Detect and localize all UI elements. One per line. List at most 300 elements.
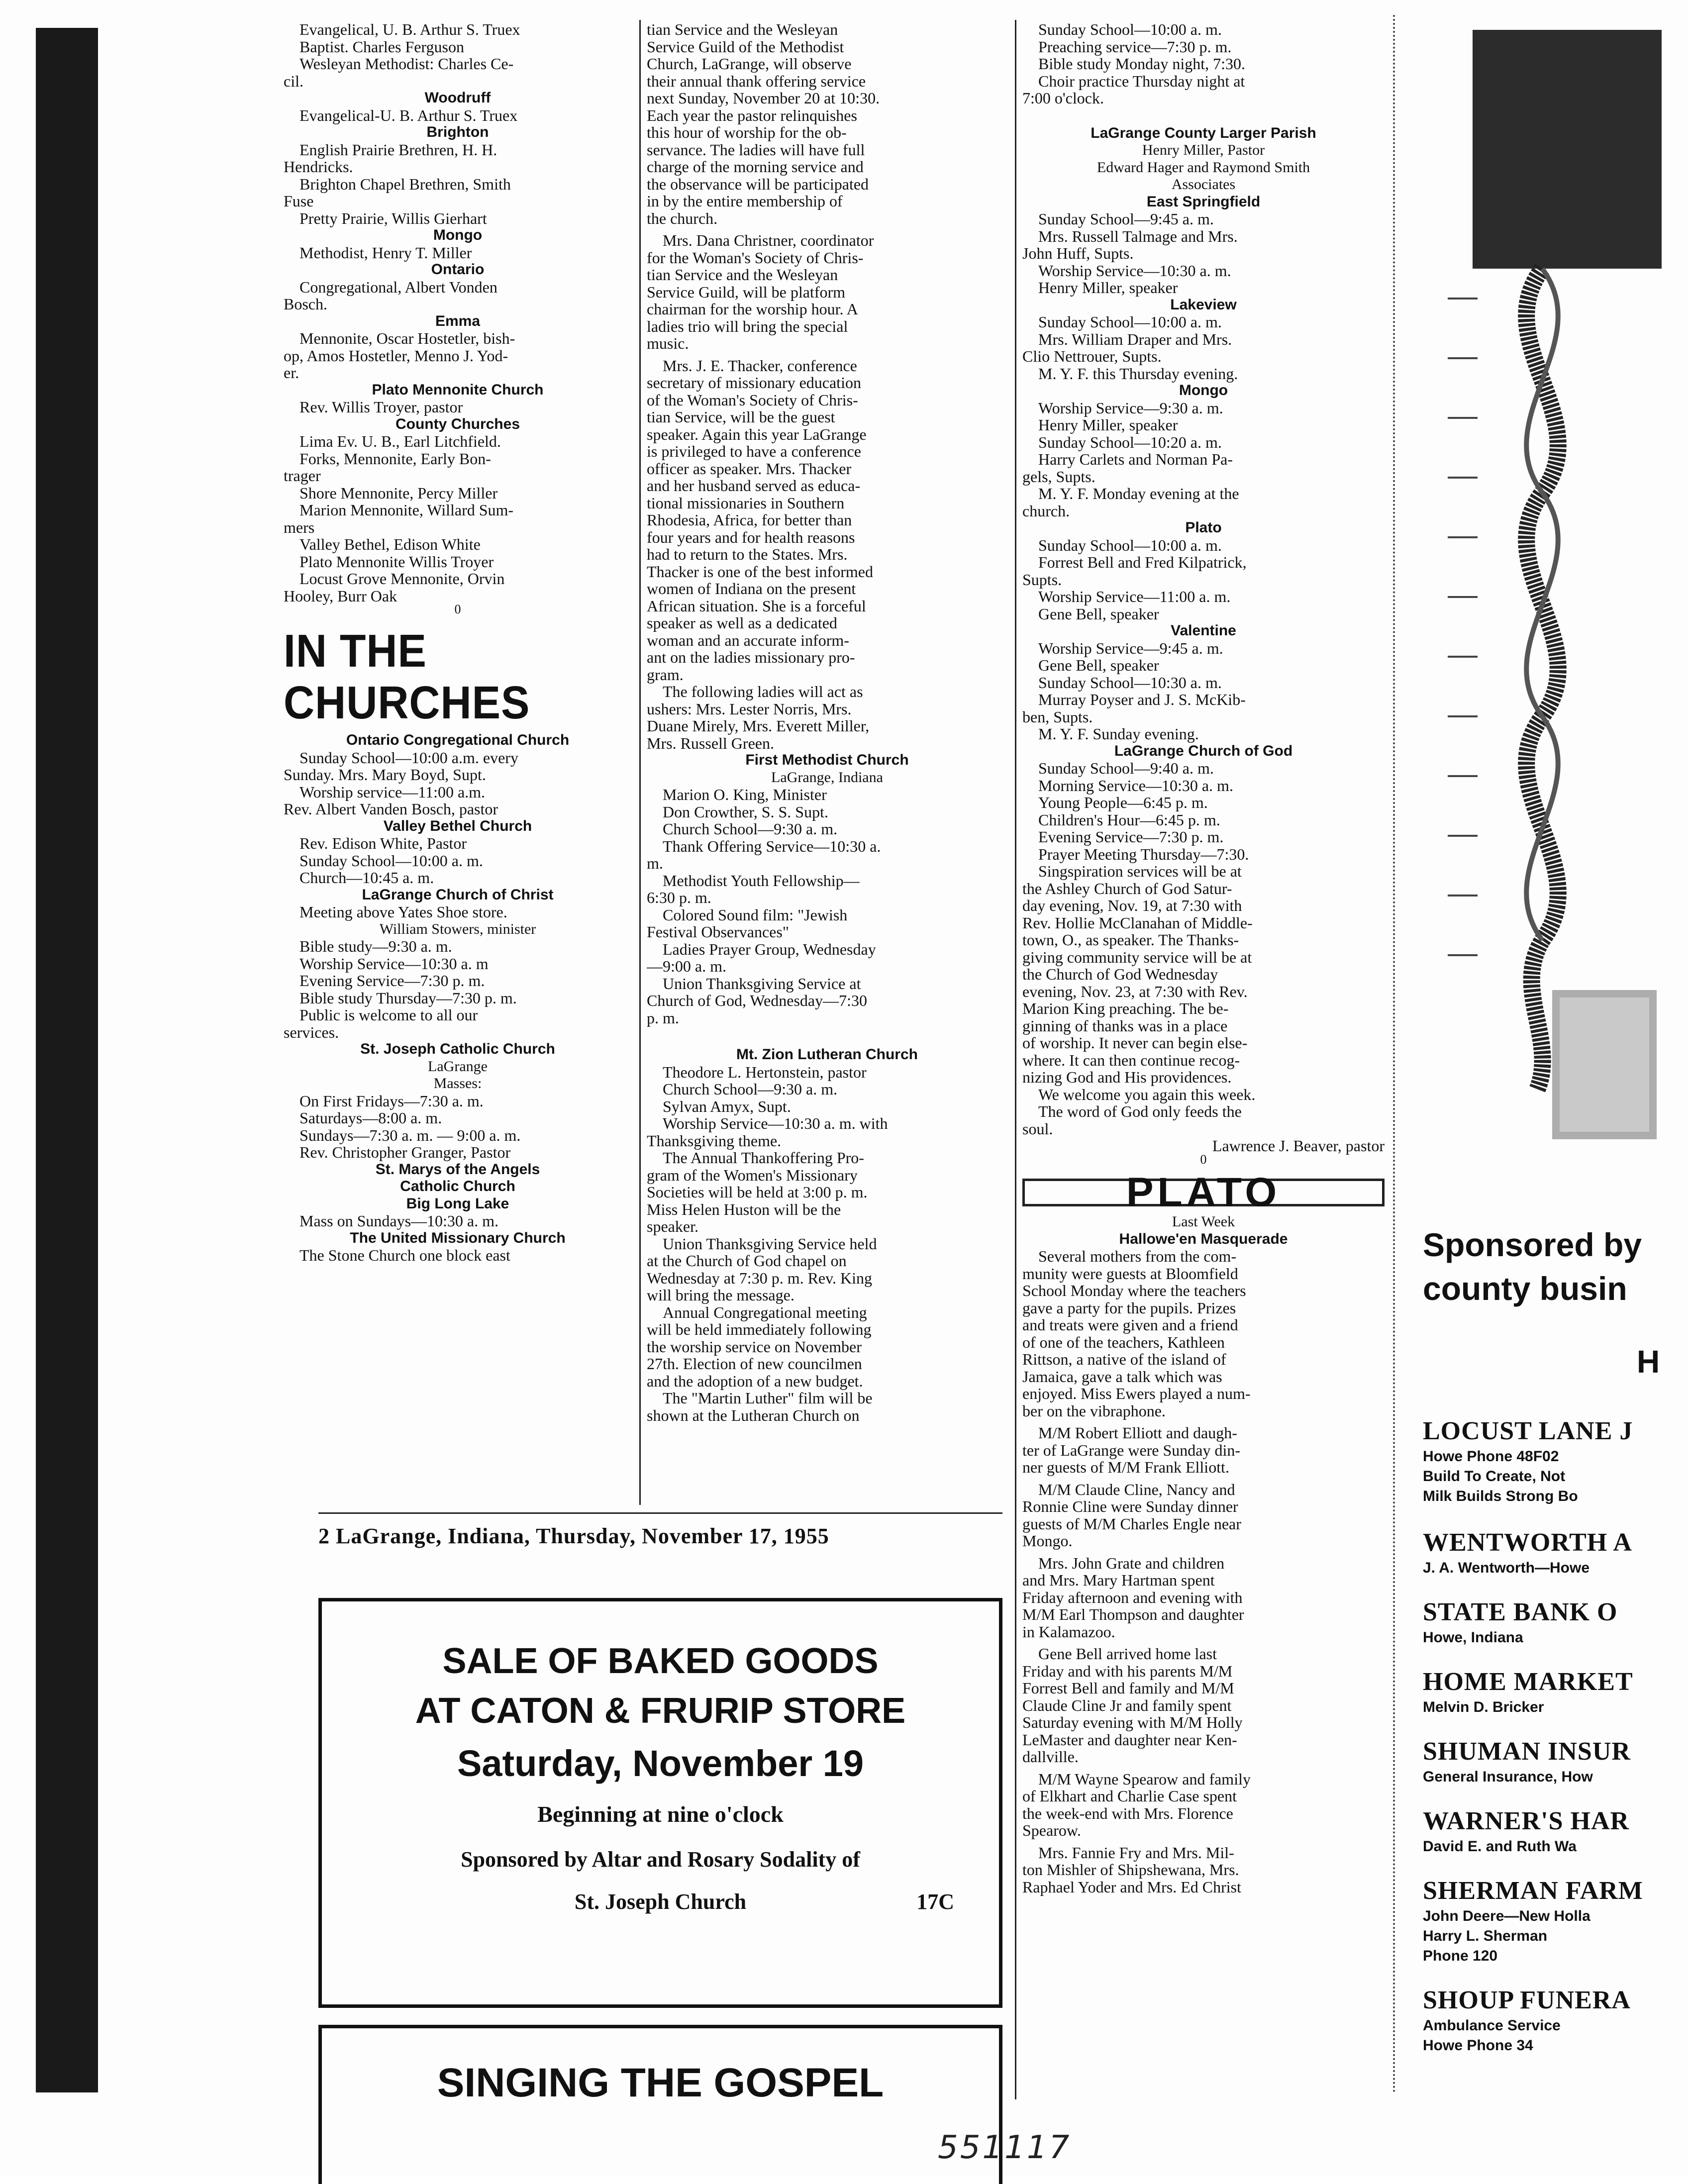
text-line: Mrs. William Draper and Mrs. [1038, 330, 1232, 348]
text-line: Prayer Meeting Thursday—7:30. [1038, 845, 1249, 863]
text-line: Mrs. Russell Talmage and Mrs. [1038, 227, 1238, 245]
text-line: Service Guild of the Methodist [647, 37, 844, 56]
text-line: of worship. It never can begin else- [1022, 1034, 1248, 1052]
text-line: day evening, Nov. 19, at 7:30 with [1022, 896, 1242, 914]
text-line: The "Martin Luther" film will be [663, 1389, 873, 1407]
text-line: Forrest Bell and family and M/M [1022, 1679, 1234, 1697]
text-line: next Sunday, November 20 at 10:30. [647, 89, 880, 107]
gospel-ad [318, 2025, 1002, 2184]
text-line: Masses: [433, 1075, 482, 1092]
sponsor-heading [1423, 1223, 1688, 1310]
text-line: Baptist. Charles Ferguson [299, 37, 464, 56]
text-line: The Annual Thankoffering Pro- [663, 1149, 864, 1167]
text-line: Preaching service—7:30 p. m. [1038, 37, 1232, 56]
text-line: trager [284, 467, 321, 485]
section-head: Plato Mennonite Church [372, 381, 544, 398]
text-line: M/M Wayne Spearow and family [1038, 1770, 1251, 1788]
section-head: Mongo [1179, 382, 1228, 398]
text-line: Brighton Chapel Brethren, Smith [299, 175, 511, 193]
text-line: Ladies Prayer Group, Wednesday [663, 940, 876, 958]
section-head: East Springfield [1146, 193, 1261, 210]
text-line: Rev. Christopher Granger, Pastor [299, 1143, 511, 1161]
text-line: ladies trio will bring the special [647, 317, 848, 335]
text-line: Sunday School—10:30 a. m. [1038, 673, 1222, 692]
text-line: Sunday School—10:00 a.m. every [299, 748, 518, 767]
text-line: Worship service—11:00 a.m. [299, 783, 486, 801]
text-line: Wednesday at 7:30 p. m. Rev. King [647, 1269, 873, 1287]
text-line: Mrs. Russell Green. [647, 734, 774, 752]
text-line: Sunday School—10:20 a. m. [1038, 433, 1222, 451]
section-head: Big Long Lake [406, 1195, 509, 1212]
text-line: Methodist, Henry T. Miller [299, 243, 472, 262]
text-line: Friday and with his parents M/M [1022, 1662, 1233, 1680]
text-line: gave a party for the pupils. Prizes [1022, 1298, 1236, 1317]
business-sub: David E. and Ruth Wa [1423, 1838, 1577, 1855]
business-listing [1423, 1597, 1688, 1648]
business-name: SHUMAN INSUR [1423, 1737, 1631, 1766]
ad-line: AT CATON & FRURIP STORE [415, 1691, 906, 1731]
section-head: Ontario [431, 261, 485, 278]
text-line: The following ladies will act as [663, 683, 863, 700]
text-line: Evening Service—7:30 p. m. [1038, 828, 1224, 846]
text-line: Thacker is one of the best informed [647, 562, 873, 581]
text-line: speaker as well as a dedicated [647, 614, 837, 632]
ad-code: 17C [916, 1889, 954, 1914]
text-line: Murray Poyser and J. S. McKib- [1038, 691, 1246, 708]
text-line: Marion Mennonite, Willard Sum- [299, 501, 514, 519]
bake-sale-ad [318, 1598, 1002, 2008]
section-head: Catholic Church [400, 1178, 515, 1194]
text-line: Church School—9:30 a. m. [663, 1080, 838, 1098]
text-line: Associates [1171, 176, 1236, 193]
separator: 0 [454, 602, 461, 616]
text-line: tian Service, will be the guest [647, 408, 835, 426]
business-name: SHOUP FUNERA [1423, 1986, 1631, 2014]
text-line: Saturdays—8:00 a. m. [299, 1109, 442, 1127]
text-line: Church—10:45 a. m. [299, 869, 434, 887]
text-line: Service Guild, will be platform [647, 283, 846, 301]
text-line: LeMaster and daughter near Ken- [1022, 1730, 1237, 1749]
text-line: charge of the morning service and [647, 158, 864, 176]
text-line: services. [284, 1023, 339, 1041]
text-line: servance. The ladies will have full [647, 140, 865, 159]
text-line: gram. [647, 665, 684, 684]
text-line: Morning Service—10:30 a. m. [1038, 776, 1233, 794]
column-2 [647, 21, 1007, 1424]
text-line: Sundays—7:30 a. m. — 9:00 a. m. [299, 1126, 521, 1144]
text-line: Children's Hour—6:45 p. m. [1038, 810, 1220, 829]
text-line: M. Y. F. this Thursday evening. [1038, 364, 1238, 383]
section-head: LaGrange Church of Christ [362, 886, 554, 903]
text-line: 7:00 o'clock. [1022, 89, 1104, 107]
section-head: Lakeview [1170, 296, 1237, 313]
text-line: Ronnie Cline were Sunday dinner [1022, 1497, 1238, 1515]
text-line: the Church of God Wednesday [1022, 965, 1218, 983]
text-line: and the adoption of a new budget. [647, 1372, 863, 1390]
text-line: music. [647, 334, 689, 352]
text-line: Congregational, Albert Vonden [299, 278, 497, 296]
separator: 0 [1200, 1152, 1207, 1167]
text-line: Sunday School—10:00 a. m. [299, 851, 483, 870]
handwritten-note: 551117 [938, 2129, 1072, 2166]
text-line: women of Indiana on the present [647, 580, 856, 597]
text-line: Mennonite, Oscar Hostetler, bish- [299, 329, 515, 347]
text-line: Rev. Albert Vanden Bosch, pastor [284, 800, 498, 818]
column-3 [1022, 21, 1385, 1895]
text-line: 27th. Election of new councilmen [647, 1355, 862, 1373]
section-head: Mt. Zion Lutheran Church [736, 1046, 918, 1063]
business-sub: J. A. Wentworth—Howe [1423, 1560, 1590, 1576]
text-line: Wesleyan Methodist: Charles Ce- [299, 55, 514, 73]
text-line: Marion King preaching. The be- [1022, 999, 1229, 1017]
text-line: M. Y. F. Monday evening at the [1038, 485, 1239, 502]
text-line: Union Thanksgiving Service at [663, 974, 861, 993]
text-line: Bible study—9:30 a. m. [299, 937, 452, 955]
text-line: Young People—6:45 p. m. [1038, 794, 1208, 811]
text-line: Last Week [1172, 1213, 1235, 1230]
text-line: Church, LaGrange, will observe [647, 55, 852, 73]
text-line: soul. [1022, 1119, 1053, 1138]
text-line: tian Service and the Wesleyan [647, 266, 838, 284]
section-head: Mongo [433, 227, 483, 243]
text-line: Don Crowther, S. S. Supt. [663, 802, 828, 821]
text-line: Henry Miller, Pastor [1142, 142, 1265, 158]
text-line: Duane Mirely, Mrs. Everett Miller, [647, 717, 870, 735]
text-line: Public is welcome to all our [299, 1006, 478, 1024]
business-name: SHERMAN FARM [1423, 1877, 1643, 1905]
twisted-ribbon-graphic [1428, 20, 1662, 1219]
text-line: Lima Ev. U. B., Earl Litchfield. [299, 432, 501, 450]
text-line: and her husband served as educa- [647, 477, 861, 495]
text-line: Bosch. [284, 295, 327, 313]
section-banner: IN THE CHURCHES [284, 625, 530, 729]
text-line: Each year the pastor relinquishes [647, 106, 857, 124]
text-line: Mrs. J. E. Thacker, conference [663, 356, 857, 375]
text-line: Lawrence J. Beaver, pastor [1212, 1137, 1385, 1155]
text-line: Evangelical, U. B. Arthur S. Truex [299, 20, 520, 38]
text-line: Plato Mennonite Willis Troyer [299, 552, 494, 571]
text-line: Several mothers from the com- [1038, 1247, 1237, 1265]
text-line: m. [647, 854, 663, 872]
text-line: Miss Helen Huston will be the [647, 1200, 841, 1218]
text-line: op, Amos Hostetler, Menno J. Yod- [284, 346, 508, 365]
text-line: Sunday School—10:00 a. m. [1038, 313, 1222, 331]
business-name: WENTWORTH A [1423, 1528, 1632, 1557]
text-line: Worship Service—10:30 a. m. with [663, 1114, 888, 1132]
text-line: gels, Supts. [1022, 467, 1095, 486]
text-line: Marion O. King, Minister [663, 786, 827, 803]
text-line: Henry Miller, speaker [1038, 279, 1178, 297]
text-line: English Prairie Brethren, H. H. [299, 140, 497, 159]
ad-line-text: St. Joseph Church [574, 1889, 747, 1914]
text-line: Church of God, Wednesday—7:30 [647, 992, 867, 1009]
text-line: Meeting above Yates Shoe store. [299, 903, 507, 921]
text-line: The word of God only feeds the [1038, 1102, 1242, 1120]
section-head: LaGrange County Larger Parish [1091, 124, 1316, 141]
text-line: Worship Service—11:00 a. m. [1038, 588, 1231, 605]
ad-line: SINGING THE GOSPEL [437, 2060, 884, 2105]
text-line: Choir practice Thursday night at [1038, 72, 1245, 90]
text-line: Forks, Mennonite, Early Bon- [299, 449, 491, 468]
text-line: Sunday School—10:00 a. m. [1038, 536, 1222, 554]
text-line: Bible study Thursday—7:30 p. m. [299, 989, 517, 1007]
section-head: Ontario Congregational Church [346, 732, 570, 748]
section-head: Woodruff [424, 90, 491, 106]
text-line: where. It can then continue recog- [1022, 1051, 1240, 1069]
text-line: this hour of worship for the ob- [647, 123, 847, 141]
dateline: 2 LaGrange, Indiana, Thursday, November 17, 1955 [318, 1524, 829, 1548]
text-line: nizing God and His providences. [1022, 1068, 1232, 1086]
text-line: er. [284, 364, 299, 382]
text-line: On First Fridays—7:30 a. m. [299, 1092, 484, 1110]
text-line: Worship Service—10:30 a. m. [1038, 261, 1231, 280]
text-line: Spearow. [1022, 1821, 1081, 1839]
column-1 [284, 21, 632, 1264]
text-line: Edward Hager and Raymond Smith [1096, 159, 1310, 176]
text-line: speaker. [647, 1217, 698, 1235]
text-line: Worship Service—10:30 a. m [299, 954, 489, 973]
section-head: St. Joseph Catholic Church [360, 1041, 555, 1057]
text-line: M/M Robert Elliott and daugh- [1038, 1424, 1237, 1442]
section-head: Plato [1185, 519, 1222, 536]
sponsor-line: Sponsored by [1423, 1226, 1642, 1263]
text-line: for the Woman's Society of Chris- [647, 248, 864, 267]
text-line: evening, Nov. 23, at 7:30 with Rev. [1022, 982, 1248, 1000]
sponsor-letter: H [1637, 1344, 1660, 1380]
text-line: the church. [647, 209, 718, 227]
business-sub: Ambulance Service [1423, 2017, 1561, 2034]
section-head: First Methodist Church [745, 752, 909, 768]
business-listing [1423, 1416, 1688, 1506]
text-line: Worship Service—9:45 a. m. [1038, 639, 1223, 657]
text-line: shown at the Lutheran Church on [647, 1406, 860, 1424]
text-line: Valley Bethel, Edison White [299, 535, 481, 553]
text-line: African situation. She is a forceful [647, 596, 866, 615]
text-line: will bring the message. [647, 1286, 794, 1304]
text-line: ber on the vibraphone. [1022, 1401, 1166, 1420]
business-sub: Harry L. Sherman [1423, 1928, 1548, 1944]
text-line: ben, Supts. [1022, 707, 1093, 726]
text-line: ant on the ladies missionary pro- [647, 648, 855, 666]
text-line: munity were guests at Bloomfield [1022, 1264, 1238, 1283]
business-sub: Melvin D. Bricker [1423, 1699, 1544, 1715]
text-line: Shore Mennonite, Percy Miller [299, 484, 498, 502]
text-line: Sylvan Amyx, Supt. [663, 1097, 791, 1115]
text-line: at the Church of God chapel on [647, 1252, 847, 1270]
text-line: Saturday evening with M/M Holly [1022, 1713, 1243, 1731]
text-line: Jamaica, gave a talk which was [1022, 1367, 1222, 1386]
text-line: speaker. Again this year LaGrange [647, 425, 867, 443]
column-rule [639, 20, 641, 1505]
text-line: town, O., as speaker. The Thanks- [1022, 931, 1239, 949]
text-line: Rhodesia, Africa, for better than [647, 511, 852, 529]
text-line: Church School—9:30 a. m. [663, 820, 838, 838]
text-line: Mrs. John Grate and children [1038, 1554, 1225, 1572]
dotted-column-rule [1393, 15, 1402, 2094]
text-line: Harry Carlets and Norman Pa- [1038, 450, 1233, 468]
text-line: Hooley, Burr Oak [284, 587, 397, 605]
business-sub: Howe Phone 34 [1423, 2037, 1533, 2054]
text-line: of one of the teachers, Kathleen [1022, 1333, 1225, 1351]
text-line: Claude Cline Jr and family spent [1022, 1696, 1232, 1714]
text-line: tian Service and the Wesleyan [647, 20, 838, 38]
text-line: Methodist Youth Fellowship— [663, 871, 860, 890]
section-head: Valentine [1171, 622, 1236, 639]
text-line: in Kalamazoo. [1022, 1622, 1115, 1641]
text-line: M/M Earl Thompson and daughter [1022, 1605, 1244, 1623]
text-line: giving community service will be at [1022, 948, 1252, 966]
ad-line: Beginning at nine o'clock [537, 1801, 784, 1827]
text-line: Locust Grove Mennonite, Orvin [299, 570, 505, 588]
text-line: guests of M/M Charles Engle near [1022, 1514, 1241, 1533]
text-line: Mrs. Fannie Fry and Mrs. Mil- [1038, 1843, 1234, 1862]
text-line: LaGrange, Indiana [771, 769, 883, 786]
text-line: Evangelical-U. B. Arthur S. Truex [299, 106, 518, 124]
plato-banner: PLATO [1022, 1179, 1385, 1207]
business-listing [1423, 1806, 1688, 1857]
text-line: Festival Observances" [647, 923, 789, 941]
text-line: Singspiration services will be at [1038, 862, 1242, 880]
text-line: four years and for health reasons [647, 528, 855, 546]
business-name: HOME MARKET [1423, 1668, 1633, 1696]
section-head: Brighton [426, 124, 489, 140]
business-sub: Build To Create, Not [1423, 1468, 1566, 1485]
text-line: enjoyed. Miss Ewers played a num- [1022, 1385, 1251, 1402]
text-line: Clio Nettrouer, Supts. [1022, 347, 1162, 365]
text-line: is privileged to have a conference [647, 442, 861, 460]
text-line: School Monday where the teachers [1022, 1282, 1246, 1299]
text-line: mers [284, 518, 315, 536]
business-sub: John Deere—New Holla [1423, 1908, 1590, 1924]
text-line: Thank Offering Service—10:30 a. [663, 837, 881, 855]
text-line: had to return to the States. Mrs. [647, 545, 848, 563]
text-line: the week-end with Mrs. Florence [1022, 1804, 1233, 1822]
text-line: Mass on Sundays—10:30 a. m. [299, 1212, 498, 1230]
business-sub: Phone 120 [1423, 1948, 1498, 1964]
text-line: ner guests of M/M Frank Elliott. [1022, 1458, 1229, 1476]
text-line: Fuse [284, 192, 314, 210]
text-line: Gene Bell, speaker [1038, 656, 1159, 674]
text-line: of the Woman's Society of Chris- [647, 391, 858, 409]
section-head: St. Marys of the Angels [375, 1161, 540, 1178]
text-line: Rittson, a native of the island of [1022, 1350, 1226, 1368]
ad-line: SALE OF BAKED GOODS [442, 1641, 879, 1681]
business-sub: General Insurance, How [1423, 1769, 1593, 1785]
text-line: Sunday School—10:00 a. m. [1038, 20, 1222, 38]
section-head: The United Missionary Church [350, 1229, 566, 1246]
ad-line: Sponsored by Altar and Rosary Sodality of [461, 1847, 860, 1872]
text-line: Gene Bell, speaker [1038, 604, 1159, 623]
text-line: gram of the Women's Missionary [647, 1166, 858, 1184]
photo-illustration [1428, 20, 1662, 1219]
text-line: John Huff, Supts. [1022, 244, 1134, 262]
text-line: and treats were given and a friend [1022, 1316, 1238, 1334]
text-line: Union Thanksgiving Service held [663, 1234, 877, 1253]
text-line: church. [1022, 501, 1070, 520]
text-line: William Stowers, minister [379, 920, 536, 937]
text-line: Mongo. [1022, 1532, 1073, 1550]
text-line: Annual Congregational meeting [663, 1303, 867, 1321]
text-line: dallville. [1022, 1748, 1079, 1766]
text-line: LaGrange [428, 1058, 488, 1075]
business-listing [1423, 1667, 1688, 1717]
business-listing [1423, 1527, 1688, 1578]
text-line: Colored Sound film: "Jewish [663, 905, 848, 924]
business-sub: Milk Builds Strong Bo [1423, 1488, 1578, 1504]
text-line: Raphael Yoder and Mrs. Ed Christ [1022, 1878, 1241, 1896]
text-line: Sunday School—9:40 a. m. [1038, 759, 1214, 777]
text-line: M/M Claude Cline, Nancy and [1038, 1480, 1235, 1498]
text-line: Thanksgiving theme. [647, 1131, 782, 1150]
text-line: Hendricks. [284, 158, 353, 176]
text-line: secretary of missionary education [647, 374, 861, 392]
text-line: officer as speaker. Mrs. Thacker [647, 459, 852, 478]
text-line: of Elkhart and Charlie Case spent [1022, 1787, 1237, 1805]
business-listing [1423, 1736, 1688, 1787]
text-line: Mrs. Dana Christner, coordinator [663, 231, 874, 249]
text-line: Bible study Monday night, 7:30. [1038, 55, 1245, 73]
text-line: Theodore L. Hertonstein, pastor [663, 1063, 867, 1081]
text-line: Worship Service—9:30 a. m. [1038, 398, 1223, 417]
sponsor-line: county busin [1423, 1270, 1627, 1307]
text-line: ushers: Mrs. Lester Norris, Mrs. [647, 699, 852, 718]
text-line: p. m. [647, 1008, 679, 1027]
text-line: chairman for the worship hour. A [647, 300, 858, 318]
section-head: Valley Bethel Church [383, 817, 532, 834]
ad-line [322, 1882, 999, 1922]
text-line: Rev. Edison White, Pastor [299, 834, 467, 852]
text-line: woman and an accurate inform- [647, 631, 849, 649]
text-line: in by the entire membership of [647, 192, 843, 210]
ad-line: Saturday, November 19 [457, 1743, 864, 1784]
text-line: Supts. [1022, 570, 1062, 589]
section-head: Hallowe'en Masquerade [1119, 1230, 1288, 1247]
business-listing [1423, 1985, 1688, 2056]
dateline-rule [318, 1512, 1002, 1514]
text-line: —9:00 a. m. [647, 957, 726, 975]
text-line: Pretty Prairie, Willis Gierhart [299, 209, 487, 227]
text-line: ton Mishler of Shipshewana, Mrs. [1022, 1861, 1239, 1879]
text-line: their annual thank offering service [647, 72, 866, 90]
text-line: 6:30 p. m. [647, 889, 711, 906]
text-line: Rev. Hollie McClanahan of Middle- [1022, 913, 1253, 932]
business-name: LOCUST LANE J [1423, 1417, 1633, 1445]
top-lines [284, 21, 632, 90]
text-line: Sunday. Mrs. Mary Boyd, Supt. [284, 766, 486, 784]
text-line: will be held immediately following [647, 1320, 872, 1338]
business-sub: Howe Phone 48F02 [1423, 1448, 1559, 1465]
text-line: ginning of thanks was in a place [1022, 1016, 1228, 1035]
binding-shadow [36, 28, 98, 2092]
business-listing [1423, 1876, 1688, 1966]
text-line: the observance will be participated [647, 175, 869, 193]
text-line: We welcome you again this week. [1038, 1085, 1256, 1103]
text-line: ter of LaGrange were Sunday din- [1022, 1441, 1241, 1459]
text-line: Evening Service—7:30 p. m. [299, 972, 485, 990]
text-line: Societies will be held at 3:00 p. m. [647, 1183, 868, 1201]
text-line: Henry Miller, speaker [1038, 416, 1178, 434]
text-line: Sunday School—9:45 a. m. [1038, 210, 1214, 228]
text-line: the worship service on November [647, 1337, 862, 1356]
business-name: STATE BANK O [1423, 1598, 1618, 1626]
text-line: the Ashley Church of God Satur- [1022, 879, 1232, 897]
section-head: County Churches [395, 415, 520, 432]
text-line: tional missionaries in Southern [647, 494, 845, 512]
business-sub: Howe, Indiana [1423, 1629, 1523, 1646]
text-line: cil. [284, 72, 303, 90]
section-head: Emma [435, 312, 481, 329]
text-line: Gene Bell arrived home last [1038, 1645, 1217, 1663]
